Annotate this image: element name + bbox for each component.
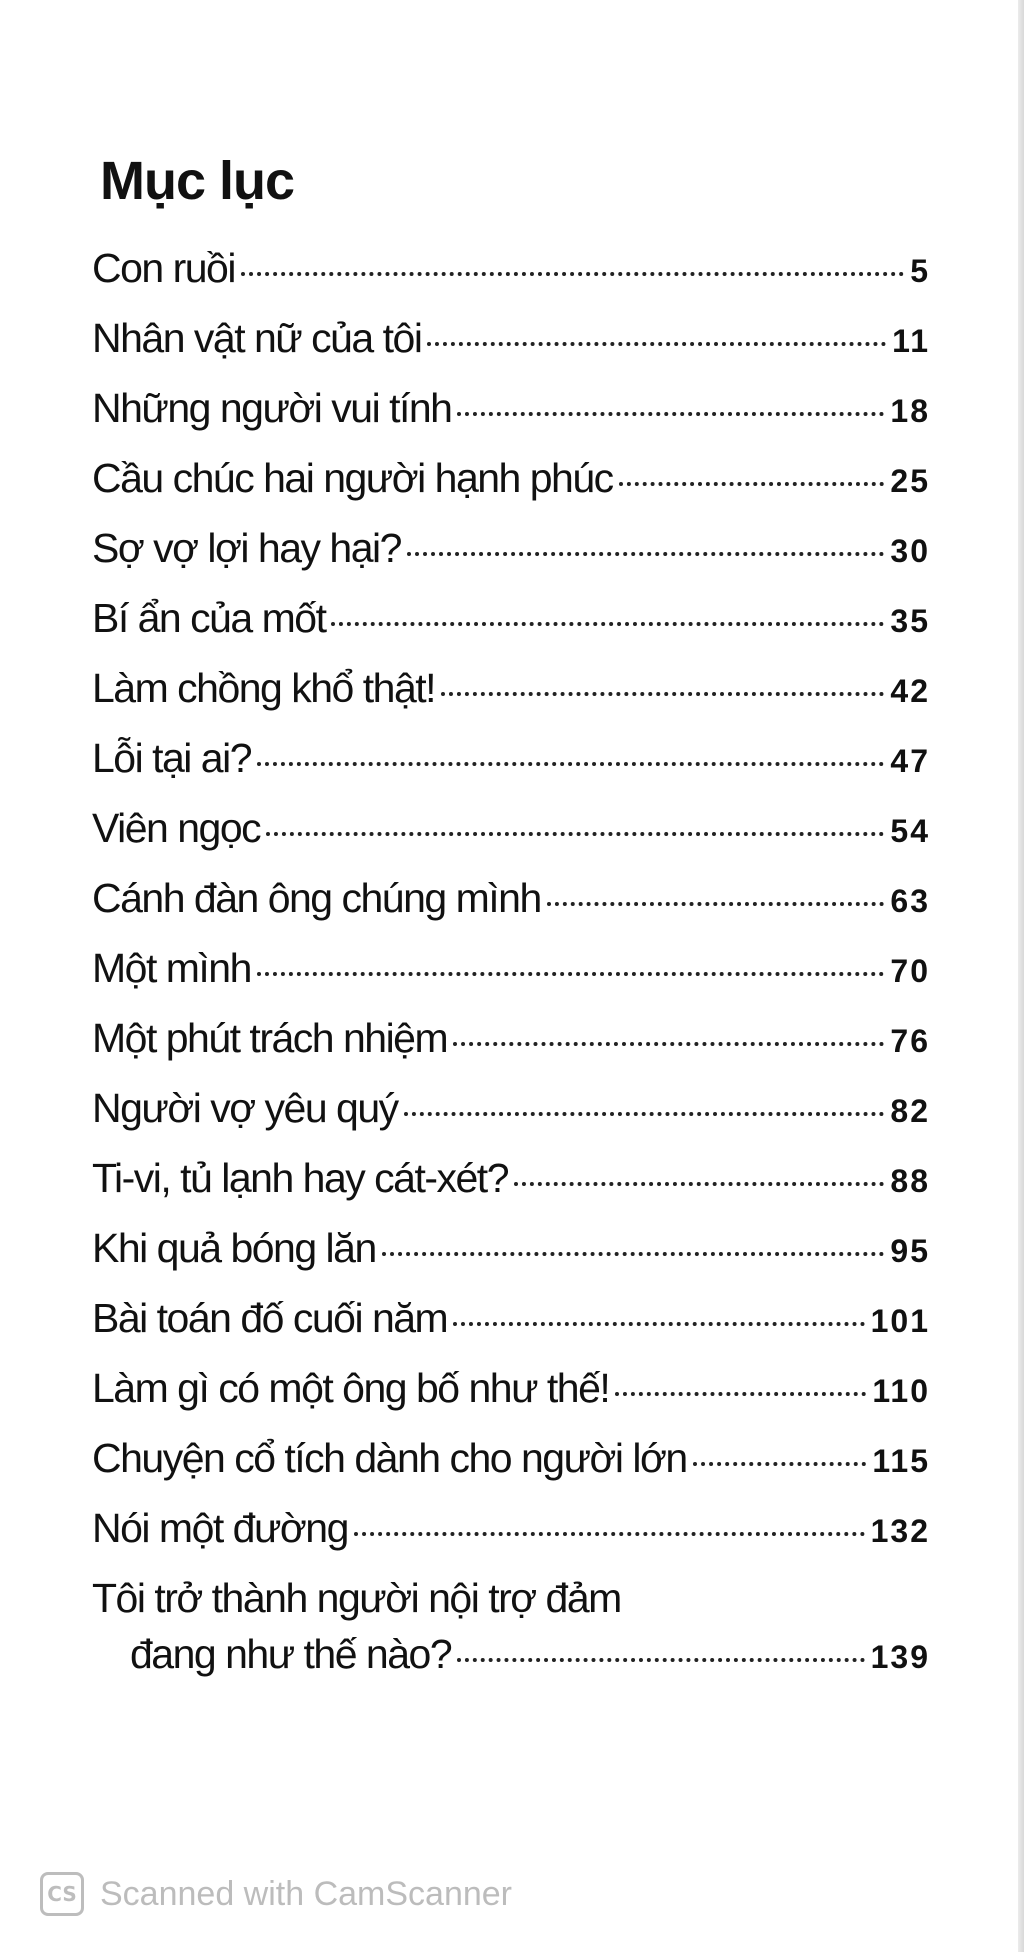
toc-entry [92,1500,930,1570]
toc-entry-title: Ti-vi, tủ lạnh hay cát-xét? [92,1155,509,1201]
watermark-text: Scanned with CamScanner [100,1874,513,1913]
toc-entry-page: 30 [890,533,930,569]
toc-entry [92,1220,930,1290]
toc-entry [92,800,930,870]
toc-entry [92,870,930,940]
toc-entry-title: Khi quả bóng lăn [92,1225,376,1271]
toc-entry-title: Chuyện cổ tích dành cho người lớn [92,1435,687,1481]
toc-entry-title: Một mình [92,945,251,991]
toc-entry [92,1150,930,1220]
toc-entry [92,940,930,1010]
toc-entry-title: Bài toán đố cuối năm [92,1295,448,1341]
toc-entry-page: 63 [890,883,930,919]
toc-entry-page: 132 [870,1513,930,1549]
dot-leader [427,342,886,346]
toc-entry-title: Làm gì có một ông bố như thế! [92,1365,610,1411]
toc-entry-title: Bí ẩn của mốt [92,595,326,641]
toc-title: Mục lục [100,151,295,211]
dot-leader [441,692,884,696]
dot-leader [331,622,884,626]
toc-list [92,240,930,1690]
toc-entry-page: 25 [890,463,930,499]
dot-leader [615,1392,866,1396]
toc-entry-title: Con ruồi [92,245,235,291]
toc-entry-title: Những người vui tính [92,385,452,431]
dot-leader [257,972,885,976]
dot-leader [619,482,885,486]
toc-entry-page: 11 [892,323,930,359]
toc-entry-page: 101 [870,1303,930,1339]
toc-entry [92,450,930,520]
dot-leader [547,902,885,906]
dot-leader [693,1462,867,1466]
toc-entry [92,380,930,450]
dot-leader [241,272,904,276]
toc-entry-page: 47 [890,743,930,779]
toc-entry-page: 5 [910,253,930,289]
toc-entry [92,1430,930,1500]
toc-entry-page: 54 [890,813,930,849]
dot-leader [354,1532,865,1536]
toc-entry-title: Làm chồng khổ thật! [92,665,436,711]
dot-leader [453,1322,864,1326]
toc-entry-page: 115 [872,1443,930,1479]
toc-entry-title: Cầu chúc hai người hạnh phúc [92,455,613,501]
dot-leader [453,1042,884,1046]
toc-entry [92,1290,930,1360]
toc-entry-page: 35 [890,603,930,639]
dot-leader [514,1182,884,1186]
toc-entry-page: 88 [890,1163,930,1199]
dot-leader [266,832,884,836]
dot-leader [457,412,884,416]
toc-entry [92,240,930,310]
toc-entry-title: Cánh đàn ông chúng mình [92,875,541,921]
toc-entry [92,660,930,730]
toc-entry [92,590,930,660]
dot-leader [457,1658,864,1662]
toc-entry [92,730,930,800]
toc-entry [92,1360,930,1430]
toc-entry-page: 18 [890,393,930,429]
toc-entry-page: 139 [870,1639,930,1675]
toc-entry-title: Viên ngọc [92,805,261,851]
toc-entry [92,1080,930,1150]
toc-entry-page: 42 [890,673,930,709]
toc-entry-page: 95 [890,1233,930,1269]
camscanner-logo-icon: CS [40,1872,84,1916]
toc-entry-title: Sợ vợ lợi hay hại? [92,525,401,571]
dot-leader [382,1252,885,1256]
dot-leader [404,1112,885,1116]
toc-entry-title: Nói một đường [92,1505,348,1551]
dot-leader [407,552,884,556]
camscanner-watermark [40,1872,512,1916]
toc-entry-page: 82 [890,1093,930,1129]
toc-entry [92,1570,930,1690]
toc-entry-title-continued: đang như thế nào? [130,1631,452,1677]
toc-entry-title: Người vợ yêu quý [92,1085,398,1131]
dot-leader [257,762,884,766]
toc-entry [92,1010,930,1080]
page-edge [1018,0,1024,1952]
toc-entry-page: 70 [890,953,930,989]
toc-entry-page: 76 [890,1023,930,1059]
toc-entry-page: 110 [872,1373,930,1409]
toc-entry-title: Tôi trở thành người nội trợ đảm [92,1575,621,1621]
toc-entry-title: Một phút trách nhiệm [92,1015,448,1061]
toc-entry-title: Lỗi tại ai? [92,735,252,781]
toc-entry [92,520,930,590]
toc-entry [92,310,930,380]
toc-entry-title: Nhân vật nữ của tôi [92,315,422,361]
